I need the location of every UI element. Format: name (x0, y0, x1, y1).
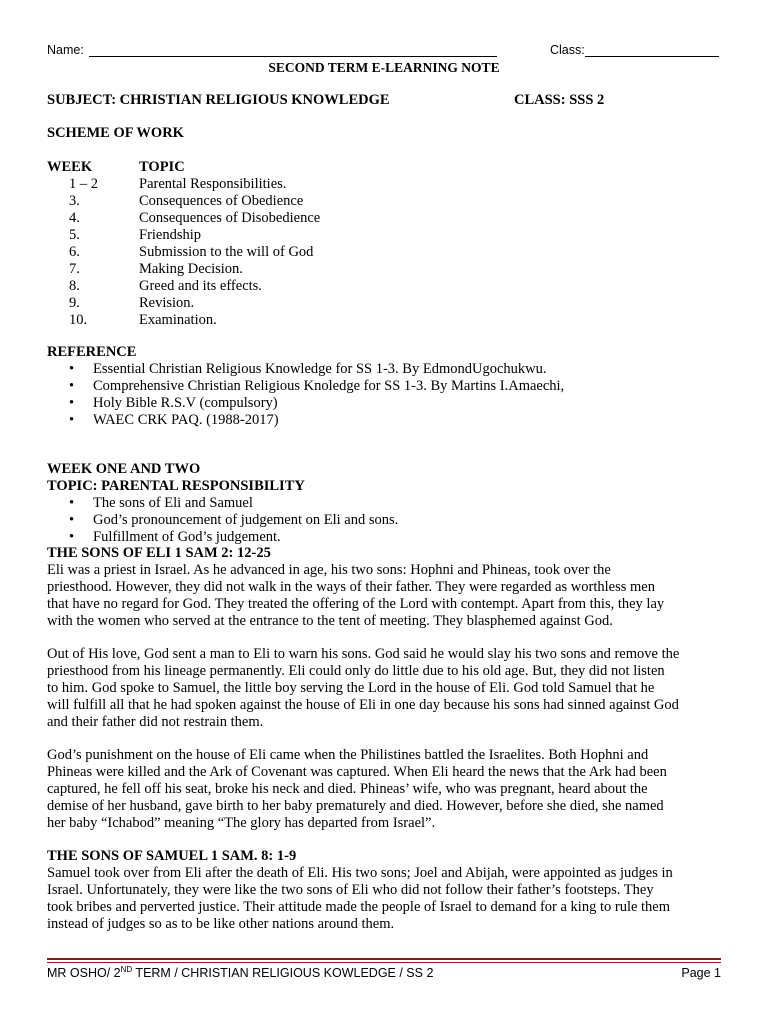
reference-text: Holy Bible R.S.V (compulsory) (93, 395, 278, 411)
subtopic-text: Fulfillment of God’s judgement. (93, 529, 281, 545)
scheme-table (47, 176, 727, 329)
sons-of-samuel-heading: THE SONS OF SAMUEL 1 SAM. 8: 1-9 (47, 848, 297, 864)
scheme-topic: Consequences of Disobedience (139, 210, 321, 226)
list-item (47, 495, 727, 512)
paragraph-line: with the women who served at the entrance to the tent of meeting. They blasphemed against God. (47, 613, 613, 629)
scheme-topic: Revision. (139, 295, 195, 311)
scheme-week: 3. (69, 193, 80, 209)
week-one-heading: WEEK ONE AND TWO (47, 461, 201, 477)
bullet-icon: • (69, 529, 75, 545)
scheme-topic: Consequences of Obedience (139, 193, 304, 209)
subject-text: SUBJECT: CHRISTIAN RELIGIOUS KNOWLEDGE (47, 92, 390, 108)
footer-suffix: TERM / CHRISTIAN RELIGIOUS KOWLEDGE / SS 2 (132, 966, 434, 980)
scheme-week: 8. (69, 278, 80, 294)
scheme-topic: Examination. (139, 312, 217, 328)
list-item (47, 529, 727, 546)
subtopic-text: God’s pronouncement of judgement on Eli and sons. (93, 512, 399, 528)
scheme-row (47, 312, 727, 329)
scheme-topic: Friendship (139, 227, 202, 243)
reference-list (47, 361, 727, 429)
scheme-week: 10. (69, 312, 88, 328)
paragraph-line: took bribes and perverted justice. Their attitude made the people of Israel to demand for a king to rule them (47, 899, 671, 915)
eli-paragraph-1 (47, 562, 727, 630)
subject-row (47, 92, 727, 109)
scheme-row (47, 227, 727, 244)
paragraph-line: Eli was a priest in Israel. As he advanced in age, his two sons: Hophni and Phineas, took over the (47, 562, 611, 578)
scheme-row (47, 193, 727, 210)
eli-paragraph-3 (47, 747, 727, 832)
scheme-row (47, 261, 727, 278)
paragraph-line: and their father did not restrain them. (47, 714, 264, 730)
week-column-header: WEEK (47, 159, 93, 175)
scheme-week: 5. (69, 227, 80, 243)
page-footer (47, 965, 721, 983)
paragraph-line: demise of her husband, gave birth to her baby prematurely and died. However, before she died, she named (47, 798, 664, 814)
paragraph-line: priesthood. However, they did not walk in the ways of their father. They were regarded as worthless men (47, 579, 655, 595)
scheme-row (47, 244, 727, 261)
bullet-icon: • (69, 395, 75, 411)
list-item (47, 361, 727, 378)
scheme-week: 6. (69, 244, 80, 260)
scheme-week: 7. (69, 261, 80, 277)
scheme-row (47, 210, 727, 227)
bullet-icon: • (69, 378, 75, 394)
list-item (47, 512, 727, 529)
footer-rule-thick (47, 958, 721, 960)
paragraph-line: Out of His love, God sent a man to Eli to warn his sons. God said he would slay his two sons and remove the (47, 646, 680, 662)
page-number: Page 1 (681, 966, 721, 980)
reference-text: Comprehensive Christian Religious Knoledge for SS 1-3. By Martins I.Amaechi, (93, 378, 565, 394)
footer-ordinal: ND (120, 965, 133, 974)
week-one-topic: TOPIC: PARENTAL RESPONSIBILITY (47, 478, 305, 494)
scheme-week: 4. (69, 210, 80, 226)
scheme-week: 9. (69, 295, 80, 311)
bullet-icon: • (69, 512, 75, 528)
list-item (47, 395, 727, 412)
paragraph-line: priesthood from his lineage permanently. Eli could only do little due to his old age. But, they did not listen (47, 663, 665, 679)
scheme-topic: Submission to the will of God (139, 244, 314, 260)
scheme-topic: Greed and its effects. (139, 278, 262, 294)
class-blank-line (585, 56, 719, 57)
subtopic-list (47, 495, 727, 546)
scheme-heading: SCHEME OF WORK (47, 125, 184, 141)
scheme-row (47, 295, 727, 312)
sons-of-eli-heading: THE SONS OF ELI 1 SAM 2: 12-25 (47, 545, 271, 561)
bullet-icon: • (69, 361, 75, 377)
topic-column-header: TOPIC (139, 159, 185, 175)
name-blank-line (89, 56, 497, 57)
list-item (47, 412, 727, 429)
paragraph-line: Phineas were killed and the Ark of Covenant was captured. When Eli heard the news that the Ark had been (47, 764, 667, 780)
scheme-topic: Making Decision. (139, 261, 243, 277)
subtopic-text: The sons of Eli and Samuel (93, 495, 253, 511)
paragraph-line: captured, he fell off his seat, broke his neck and died. Phineas’ wife, who was pregnant, heard about the (47, 781, 648, 797)
scheme-column-headers (47, 159, 727, 176)
paragraph-line: her baby “Ichabod” meaning “The glory has departed from Israel”. (47, 815, 436, 831)
paragraph-line: instead of judges so as to be like other nations around them. (47, 916, 395, 932)
paragraph-line: Israel. Unfortunately, they were like the two sons of Eli who did not follow their father’s footsteps. They (47, 882, 654, 898)
scheme-row (47, 278, 727, 295)
paragraph-line: God’s punishment on the house of Eli came when the Philistines battled the Israelites. Both Hophni and (47, 747, 649, 763)
name-label: Name: (47, 43, 84, 57)
paragraph-line: Samuel took over from Eli after the death of Eli. His two sons; Joel and Abijah, were appointed as judges in (47, 865, 673, 881)
scheme-week: 1 – 2 (69, 176, 98, 192)
paragraph-line: to him. God spoke to Samuel, the little boy serving the Lord in the house of Eli. God told Samuel that he (47, 680, 655, 696)
footer-course-info (47, 965, 433, 982)
document-title: SECOND TERM E-LEARNING NOTE (268, 60, 500, 75)
reference-text: Essential Christian Religious Knowledge for SS 1-3. By EdmondUgochukwu. (93, 361, 547, 377)
paragraph-line: that have no regard for God. They treated the offering of the Lord with contempt. Apart from this, they lay (47, 596, 665, 612)
footer-rule-thin (47, 962, 721, 963)
class-text: CLASS: SSS 2 (514, 92, 605, 108)
list-item (47, 378, 727, 395)
reference-heading: REFERENCE (47, 344, 137, 360)
paragraph-line: will fulfill all that he had spoken against the house of Eli in one day because his sons had sinned against God (47, 697, 679, 713)
class-label: Class: (550, 43, 585, 57)
scheme-row (47, 176, 727, 193)
bullet-icon: • (69, 495, 75, 511)
eli-paragraph-2 (47, 646, 727, 731)
bullet-icon: • (69, 412, 75, 428)
header-fields (47, 42, 719, 60)
samuel-paragraph (47, 865, 727, 933)
footer-prefix: MR OSHO/ 2 (47, 966, 121, 980)
scheme-topic: Parental Responsibilities. (139, 176, 287, 192)
reference-text: WAEC CRK PAQ. (1988-2017) (93, 412, 279, 428)
